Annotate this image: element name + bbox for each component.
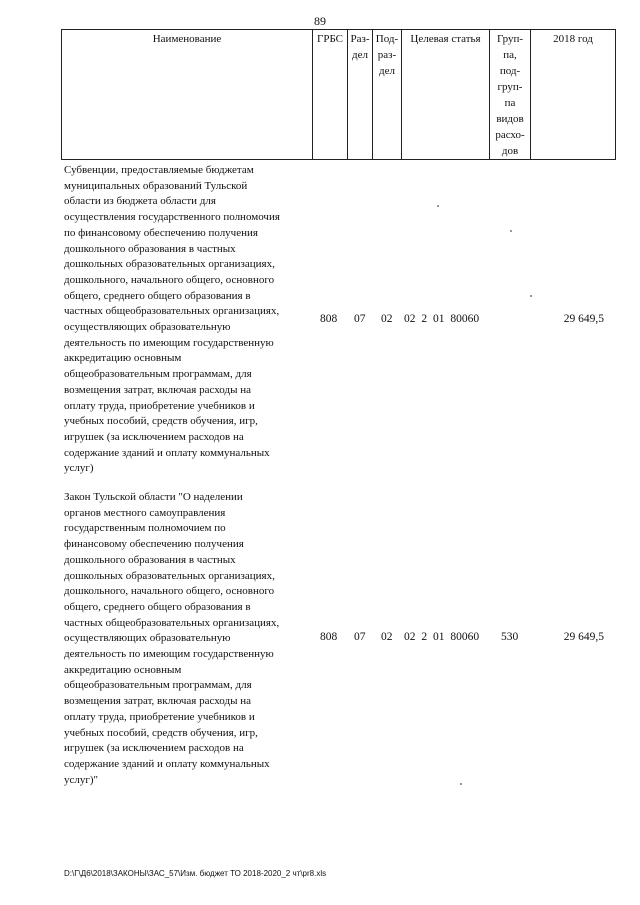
row-2-name: Закон Тульской области "О наделении органов местного самоуправления государственным полномочием по финансовому обеспечению получения дошкольного образования в частных дошкольных образовательных организациях, дошкольного, начального общего, основного общего, среднего общего образования в частных общеобразовательных организациях, осуществляющих образовательную деятельность по имеющим государственную аккредитацию основным общеобразовательным программам, для возмещения затрат, включая расходы на оплату труда, приобретение учебников и учебных пособий, средств обучения, игр, игрушек (за исключением расходов на содержание зданий и оплату коммунальных услуг)" bbox=[64, 491, 280, 786]
row-2-amount: 29 649,5 bbox=[563, 631, 604, 643]
header-grbs: ГРБС bbox=[313, 30, 348, 160]
row-2-grbs: 808 bbox=[320, 631, 338, 643]
row-2-target: 02 2 01 80060 bbox=[404, 631, 480, 643]
header-podrazdel: Под- раз- дел bbox=[373, 30, 402, 160]
scan-speck bbox=[437, 205, 439, 207]
scan-speck bbox=[530, 295, 532, 297]
row-1-target: 02 2 01 80060 bbox=[404, 313, 480, 325]
header-group: Груп- па, под- груп- па видов расхо- дов bbox=[490, 30, 531, 160]
row-1-amount: 29 649,5 bbox=[563, 313, 604, 325]
scan-speck bbox=[460, 783, 462, 785]
row-1-grbs: 808 bbox=[320, 313, 338, 325]
row-2-podrazdel: 02 bbox=[381, 631, 393, 643]
header-target: Целевая статья bbox=[402, 30, 490, 160]
row-1-podrazdel: 02 bbox=[381, 313, 393, 325]
row-1-razdel: 07 bbox=[354, 313, 366, 325]
header-name: Наименование bbox=[62, 30, 313, 160]
header-year: 2018 год bbox=[531, 30, 616, 160]
file-path-footer: D:\Г\Д6\2018\ЗАКОНЫ\ЗАС_57\Изм. бюджет ТО 2018-2020_2 чт\pr8.xls bbox=[64, 869, 327, 878]
row-2-razdel: 07 bbox=[354, 631, 366, 643]
header-razdel: Раз- дел bbox=[348, 30, 373, 160]
table-header bbox=[61, 29, 616, 160]
page-number: 89 bbox=[314, 14, 326, 28]
row-2-group: 530 bbox=[501, 631, 519, 643]
row-1-name: Субвенции, предоставляемые бюджетам муниципальных образований Тульской области из бюджета области для осуществления государственного полномочия по финансовому обеспечению получения дошкольного образования в частных дошкольных образовательных организациях, дошкольного, начального общего, основного общего, среднего общего образования в частных общеобразовательных организациях, осуществляющих образовательную деятельность по имеющим государственную аккредитацию основным общеобразовательным программам, для возмещения затрат, включая расходы на оплату труда, приобретение учебников и учебных пособий, средств обучения, игр, игрушек (за исключением расходов на содержание зданий и оплату коммунальных услуг) bbox=[64, 164, 280, 475]
scan-speck bbox=[510, 230, 512, 232]
